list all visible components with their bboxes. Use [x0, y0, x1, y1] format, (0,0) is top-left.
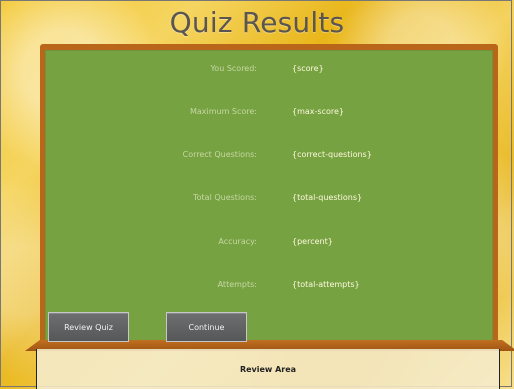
- attempts-value: {total-attempts}: [292, 280, 360, 289]
- total-questions-label: Total Questions:: [193, 193, 257, 202]
- correct-questions-label: Correct Questions:: [182, 150, 257, 159]
- total-questions-value: {total-questions}: [292, 193, 363, 202]
- maximum-score-label: Maximum Score:: [189, 107, 257, 116]
- accuracy-value: {percent}: [292, 237, 333, 246]
- you-scored-label: You Scored:: [210, 64, 257, 73]
- you-scored-value: {score}: [292, 64, 324, 73]
- maximum-score-value: {max-score}: [292, 107, 344, 116]
- page-title: Quiz Results: [169, 6, 345, 39]
- accuracy-label: Accuracy:: [218, 237, 257, 246]
- correct-questions-value: {correct-questions}: [292, 150, 372, 159]
- review-quiz-button[interactable]: Review Quiz: [48, 312, 129, 342]
- attempts-label: Attempts:: [217, 280, 257, 289]
- continue-button[interactable]: Continue: [166, 312, 247, 342]
- review-area: [36, 349, 500, 389]
- review-area-label: Review Area: [239, 365, 297, 374]
